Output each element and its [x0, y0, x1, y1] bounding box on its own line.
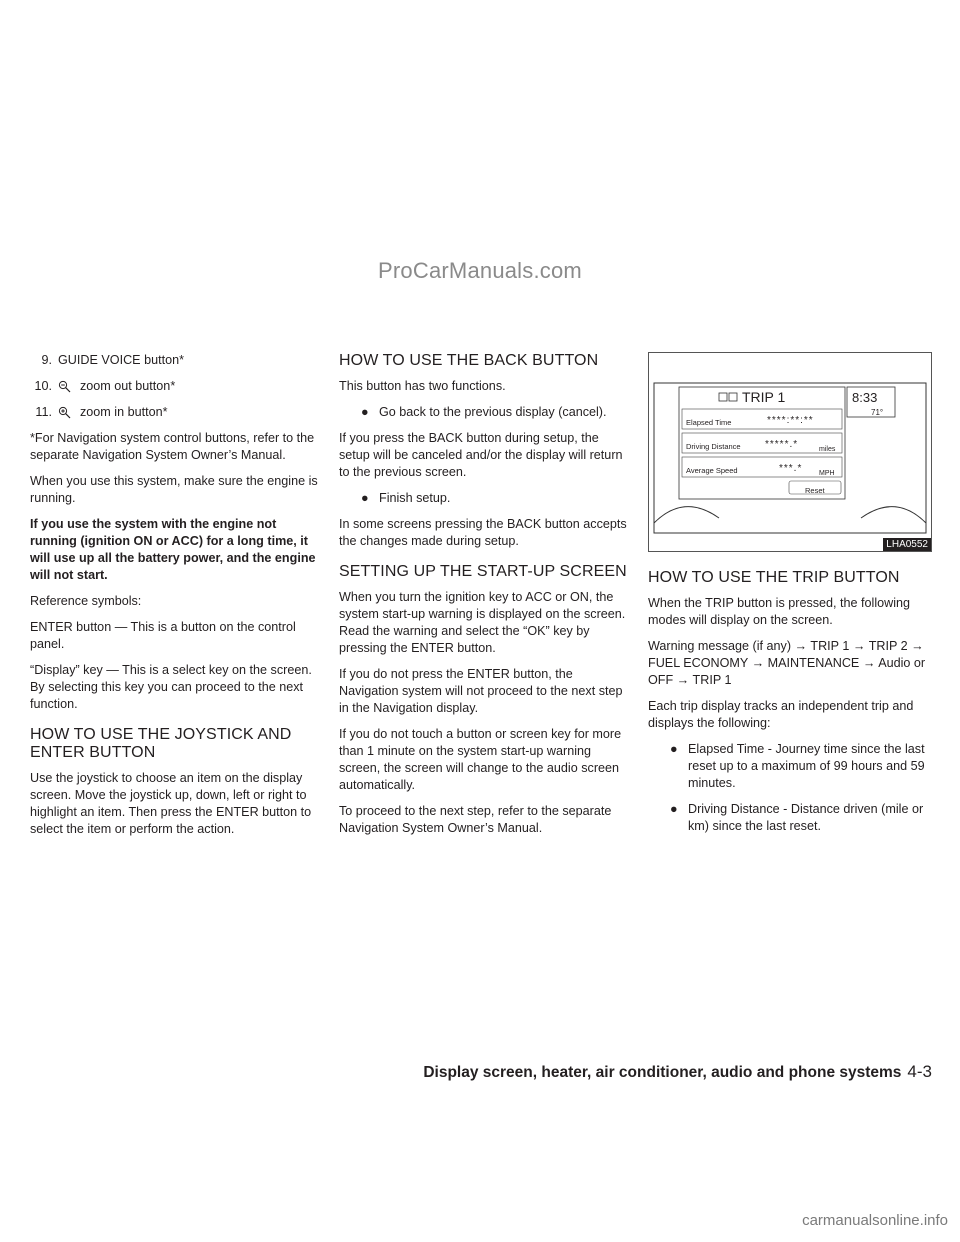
item-text: zoom out button* [80, 379, 176, 393]
bullet-item [339, 490, 627, 507]
clock-readout: 8:33 [852, 390, 878, 405]
average-speed-label: Average Speed [686, 466, 738, 475]
battery-warning: If you use the system with the engine not running (ignition ON or ACC) for a long time, it will use up all the battery power, and the engine will not start. [30, 517, 316, 582]
figure-code: LHA0552 [883, 538, 931, 551]
startup-heading: SETTING UP THE START-UP SCREEN [339, 563, 627, 580]
bullet-item [339, 404, 627, 421]
item-number: 10. [34, 379, 52, 393]
trip-title: TRIP 1 [742, 389, 786, 405]
average-speed-unit: MPH [819, 470, 835, 477]
temperature-readout: 71° [871, 408, 884, 417]
item-text: zoom in button* [80, 405, 168, 419]
bullet-icon: ● [361, 405, 369, 419]
page-footer [423, 1062, 932, 1082]
item-number: 9. [41, 353, 52, 367]
startup-paragraph: If you do not press the ENTER button, the Navigation system will not proceed to the next step in the Navigation display. [339, 667, 623, 715]
driving-distance-unit: miles [819, 446, 836, 453]
joystick-paragraph: Use the joystick to choose an item on the display screen. Move the joystick up, down, left or right to highlight an item. Then press the ENTER button to select the item or perform the action. [30, 771, 312, 836]
trip-paragraph: Each trip display tracks an independent trip and displays the following: [648, 699, 914, 730]
bullet-item [648, 801, 932, 835]
engine-paragraph: When you use this system, make sure the engine is running. [30, 474, 318, 505]
bullet-item [648, 741, 932, 792]
footnote: *For Navigation system control buttons, refer to the separate Navigation System Owner’s Manual. [30, 431, 315, 462]
back-paragraph: If you press the BACK button during setup, the setup will be canceled and/or the display will return to the previous screen. [339, 431, 623, 479]
reset-key: Reset [805, 486, 825, 495]
trip-button-heading: HOW TO USE THE TRIP BUTTON [648, 569, 900, 586]
bullet-text: Go back to the previous display (cancel). [379, 405, 607, 419]
bullet-text: Elapsed Time - Journey time since the last reset up to a maximum of 99 hours and 59 minutes. [688, 742, 925, 790]
zoom-out-icon [58, 380, 72, 394]
list-item-9 [30, 352, 318, 369]
zoom-in-icon [58, 406, 72, 420]
page-number: 4-3 [907, 1062, 932, 1081]
startup-paragraph: To proceed to the next step, refer to the separate Navigation System Owner’s Manual. [339, 804, 612, 835]
joystick-heading: HOW TO USE THE JOYSTICK AND ENTER BUTTON [30, 726, 292, 761]
bullet-text: Driving Distance - Distance driven (mile or km) since the last reset. [688, 802, 924, 833]
driving-distance-label: Driving Distance [686, 442, 741, 451]
watermark-carmanualsonline: carmanualsonline.info [802, 1212, 948, 1229]
enter-button-definition: ENTER button — This is a button on the control panel. [30, 620, 296, 651]
column-middle [339, 352, 627, 846]
reference-symbols: Reference symbols: [30, 594, 142, 608]
watermark-procarmanuals: ProCarManuals.com [378, 258, 582, 283]
section-title: Display screen, heater, air conditioner, audio and phone systems [423, 1064, 902, 1081]
trip-modes-sequence: Warning message (if any) → TRIP 1 → TRIP 2 → FUEL ECONOMY → MAINTENANCE → Audio or OFF → TRIP 1 [648, 639, 926, 687]
average-speed-value: ***.* [779, 463, 803, 474]
bullet-icon: ● [361, 491, 369, 505]
back-intro: This button has two functions. [339, 379, 506, 393]
bullet-icon: ● [670, 742, 678, 756]
back-button-heading: HOW TO USE THE BACK BUTTON [339, 352, 599, 369]
bullet-icon: ● [670, 802, 678, 816]
startup-paragraph: When you turn the ignition key to ACC or ON, the system start-up warning is displayed on the screen. Read the warning and select the “OK” key by pressing the ENTER button. [339, 590, 626, 655]
elapsed-time-label: Elapsed Time [686, 418, 732, 427]
item-number: 11. [35, 405, 52, 419]
trip-display-figure [648, 352, 932, 552]
bullet-text: Finish setup. [379, 491, 451, 505]
list-item-11 [30, 404, 318, 421]
list-item-10 [30, 378, 318, 395]
column-left [30, 352, 318, 847]
trip-paragraph: When the TRIP button is pressed, the following modes will display on the screen. [648, 596, 911, 627]
driving-distance-value: *****.* [765, 439, 799, 450]
display-key-definition: “Display” key — This is a select key on the screen. By selecting this key you can proceed to the next function. [30, 663, 312, 711]
item-text: GUIDE VOICE button* [58, 353, 184, 367]
elapsed-time-value: ****:**:** [767, 415, 814, 426]
startup-paragraph: If you do not touch a button or screen key for more than 1 minute on the system start-up warning screen, the screen will change to the audio screen automatically. [339, 727, 622, 792]
back-paragraph-2: In some screens pressing the BACK button accepts the changes made during setup. [339, 517, 627, 548]
column-right [648, 352, 932, 844]
